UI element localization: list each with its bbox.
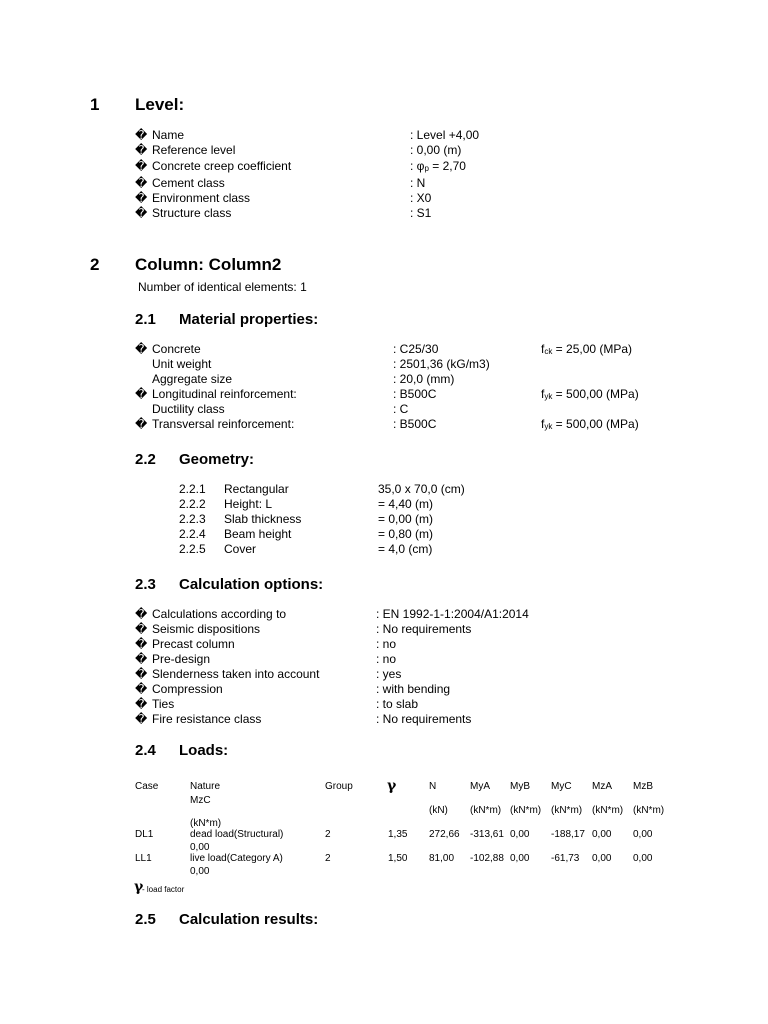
geometry-number: 2.2.1: [179, 482, 206, 496]
geometry-value: = 0,00 (m): [378, 512, 434, 526]
level-label: Name: [152, 128, 185, 142]
option-label: Calculations according to: [152, 607, 287, 621]
material-value: : B500C: [393, 387, 437, 401]
bullet-glyph: �: [135, 712, 148, 726]
cell-n: 272,66: [429, 829, 460, 840]
strength-symbol: f: [541, 342, 545, 356]
cell-n: 81,00: [429, 853, 455, 864]
strength-subscript: ck: [544, 347, 553, 356]
geometry-number: 2.2.4: [179, 527, 206, 541]
subsection-2-2-title: Geometry:: [179, 451, 255, 468]
cell-mza: 0,00: [592, 829, 612, 840]
header-n: N: [429, 781, 437, 792]
bullet-glyph: �: [135, 652, 148, 666]
option-value: : with bending: [376, 682, 451, 696]
bullet-glyph: �: [135, 143, 148, 157]
geometry-value: = 0,80 (m): [378, 527, 434, 541]
header-mza: MzA: [592, 781, 612, 792]
header-mzb: MzB: [633, 781, 653, 792]
unit-mya: (kN*m): [470, 805, 502, 816]
level-label: Structure class: [152, 206, 232, 220]
cell-myb: 0,00: [510, 829, 530, 840]
header-case: Case: [135, 781, 159, 792]
bullet-glyph: �: [135, 607, 148, 621]
level-label: Cement class: [152, 176, 225, 190]
bullet-glyph: �: [135, 417, 148, 431]
bullet-glyph: �: [135, 176, 148, 190]
cell-group: 2: [325, 853, 331, 864]
cell-mya: -313,61: [470, 829, 504, 840]
option-label: Seismic dispositions: [152, 622, 261, 636]
section-2-number: 2: [90, 255, 100, 274]
subsection-2-4-title: Loads:: [179, 742, 229, 759]
section-1-number: 1: [90, 95, 100, 114]
option-label: Fire resistance class: [152, 712, 262, 726]
unit-mzb: (kN*m): [633, 805, 665, 816]
unit-mzc: (kN*m): [190, 818, 222, 829]
cell-mzb: 0,00: [633, 853, 653, 864]
subsection-2-3-number: 2.3: [135, 576, 156, 593]
material-value: : C25/30: [393, 342, 439, 356]
subsection-2-4-number: 2.4: [135, 742, 156, 759]
bullet-glyph: �: [135, 159, 148, 173]
cell-group: 2: [325, 829, 331, 840]
subsection-2-5-title: Calculation results:: [179, 911, 319, 928]
material-value: : 20,0 (mm): [393, 372, 455, 386]
subsection-2-1-number: 2.1: [135, 311, 156, 328]
option-value: : to slab: [376, 697, 419, 711]
material-label: Aggregate size: [152, 372, 233, 386]
cell-mya: -102,88: [470, 853, 504, 864]
option-value: : no: [376, 637, 397, 651]
bullet-glyph: �: [135, 637, 148, 651]
material-label: Transversal reinforcement:: [152, 417, 295, 431]
level-value: : 0,00 (m): [410, 143, 462, 157]
cell-mzb: 0,00: [633, 829, 653, 840]
option-value: : No requirements: [376, 712, 472, 726]
strength-subscript: yk: [544, 392, 553, 401]
cell-myc: -61,73: [551, 853, 580, 864]
level-value: : X0: [410, 191, 432, 205]
option-value: : no: [376, 652, 397, 666]
strength-value: = 500,00 (MPa): [552, 417, 639, 431]
strength-value: = 500,00 (MPa): [552, 387, 639, 401]
option-label: Slenderness taken into account: [152, 667, 320, 681]
geometry-value: = 4,40 (m): [378, 497, 434, 511]
cell-myc: -188,17: [551, 829, 585, 840]
header-mya: MyA: [470, 781, 490, 792]
geometry-number: 2.2.5: [179, 542, 206, 556]
section-2-title: Column: Column2: [135, 255, 282, 274]
material-label: Longitudinal reinforcement:: [152, 387, 297, 401]
bullet-glyph: �: [135, 697, 148, 711]
cell-case: DL1: [135, 829, 154, 840]
level-value: [410, 159, 466, 175]
level-value: : Level +4,00: [410, 128, 480, 142]
material-value: : 2501,36 (kG/m3): [393, 357, 490, 371]
header-myc: MyC: [551, 781, 572, 792]
geometry-number: 2.2.3: [179, 512, 206, 526]
option-label: Pre-design: [152, 652, 211, 666]
cell-nature: dead load(Structural): [190, 829, 284, 840]
option-value: : EN 1992-1-1:2004/A1:2014: [376, 607, 529, 621]
strength-symbol: f: [541, 387, 545, 401]
cell-mzc: 0,00: [190, 842, 210, 853]
footnote-gamma: γ: [134, 879, 144, 895]
cell-nature: live load(Category A): [190, 853, 283, 864]
subsection-2-1-title: Material properties:: [179, 311, 319, 328]
creep-prefix: : φ: [410, 159, 425, 173]
material-label: Ductility class: [152, 402, 225, 416]
geometry-number: 2.2.2: [179, 497, 206, 511]
strength-value: = 25,00 (MPa): [552, 342, 633, 356]
unit-n: (kN): [429, 805, 448, 816]
material-label: Unit weight: [152, 357, 212, 371]
cell-gamma: 1,35: [388, 829, 408, 840]
level-label: Concrete creep coefficient: [152, 159, 292, 173]
subsection-2-5-number: 2.5: [135, 911, 156, 928]
material-strength: [541, 342, 632, 358]
cell-gamma: 1,50: [388, 853, 408, 864]
level-label: Environment class: [152, 191, 251, 205]
geometry-label: Cover: [224, 542, 257, 556]
creep-suffix: = 2,70: [428, 159, 466, 173]
unit-myc: (kN*m): [551, 805, 583, 816]
bullet-glyph: �: [135, 191, 148, 205]
cell-mza: 0,00: [592, 853, 612, 864]
header-gamma: γ: [387, 778, 397, 794]
bullet-glyph: �: [135, 342, 148, 356]
material-value: : B500C: [393, 417, 437, 431]
bullet-glyph: �: [135, 667, 148, 681]
unit-myb: (kN*m): [510, 805, 542, 816]
section-1-title: Level:: [135, 95, 185, 114]
geometry-label: Height: L: [224, 497, 273, 511]
material-strength: [541, 387, 639, 403]
strength-subscript: yk: [544, 422, 553, 431]
geometry-label: Beam height: [224, 527, 292, 541]
level-value: : N: [410, 176, 426, 190]
header-mzc: MzC: [190, 795, 211, 806]
material-strength: [541, 417, 639, 433]
level-value: : S1: [410, 206, 432, 220]
cell-myb: 0,00: [510, 853, 530, 864]
option-value: : No requirements: [376, 622, 472, 636]
option-label: Compression: [152, 682, 223, 696]
identical-elements-count: Number of identical elements: 1: [138, 280, 307, 294]
strength-symbol: f: [541, 417, 545, 431]
header-group: Group: [325, 781, 353, 792]
material-value: : C: [393, 402, 409, 416]
bullet-glyph: �: [135, 206, 148, 220]
bullet-glyph: �: [135, 128, 148, 142]
header-myb: MyB: [510, 781, 530, 792]
geometry-value: 35,0 x 70,0 (cm): [378, 482, 465, 496]
subsection-2-3-title: Calculation options:: [179, 576, 324, 593]
level-label: Reference level: [152, 143, 236, 157]
footnote-text: - load factor: [142, 885, 185, 894]
bullet-glyph: �: [135, 387, 148, 401]
geometry-value: = 4,0 (cm): [378, 542, 433, 556]
option-value: : yes: [376, 667, 402, 681]
creep-subscript: p: [424, 164, 429, 173]
subsection-2-2-number: 2.2: [135, 451, 156, 468]
cell-case: LL1: [135, 853, 152, 864]
header-nature: Nature: [190, 781, 221, 792]
cell-mzc: 0,00: [190, 866, 210, 877]
option-label: Ties: [152, 697, 175, 711]
unit-mza: (kN*m): [592, 805, 624, 816]
bullet-glyph: �: [135, 682, 148, 696]
material-label: Concrete: [152, 342, 201, 356]
option-label: Precast column: [152, 637, 235, 651]
geometry-label: Rectangular: [224, 482, 289, 496]
geometry-label: Slab thickness: [224, 512, 302, 526]
bullet-glyph: �: [135, 622, 148, 636]
